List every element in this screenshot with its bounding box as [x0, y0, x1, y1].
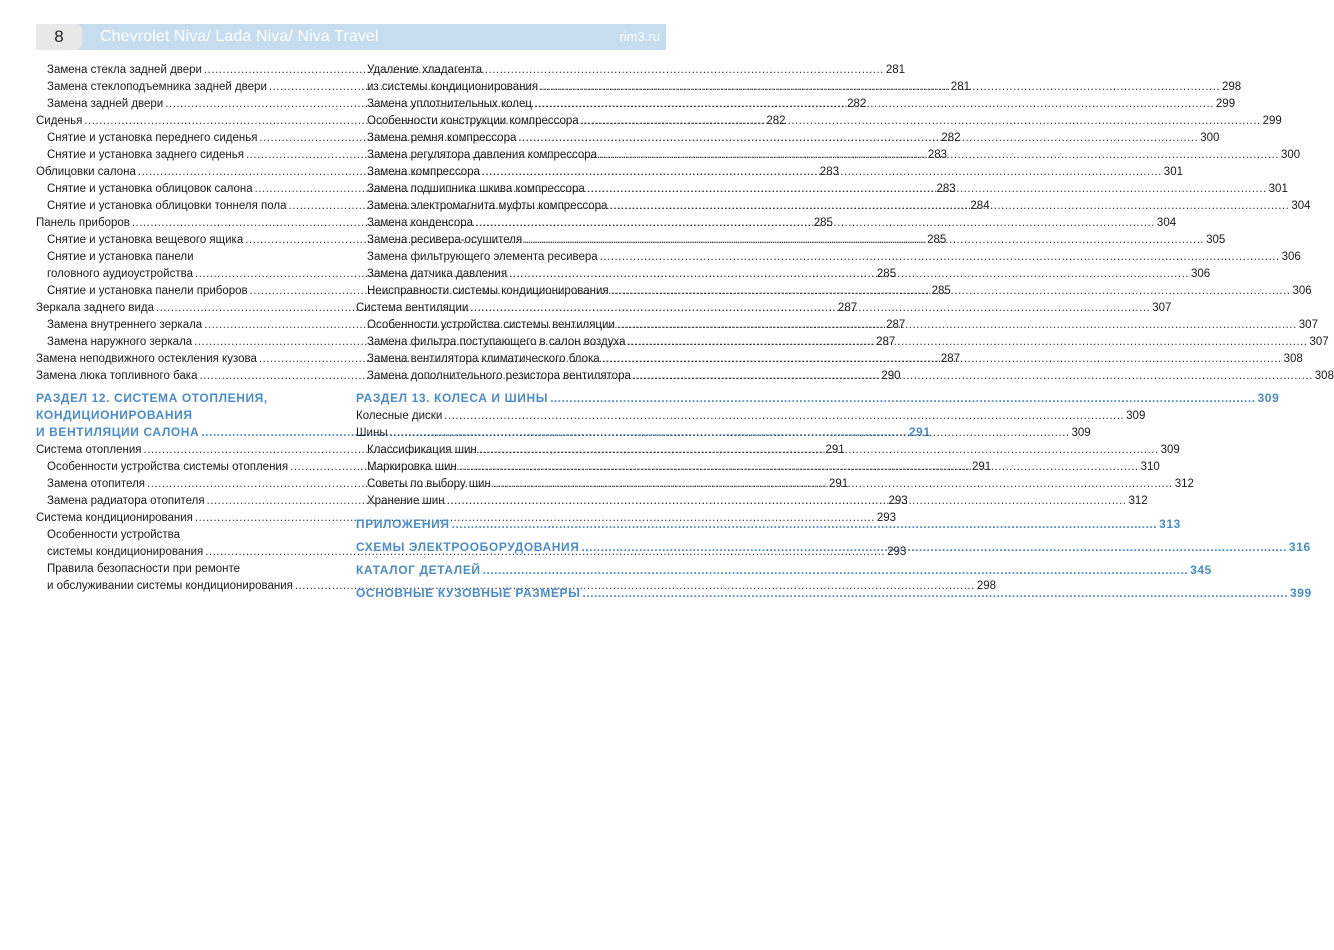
toc-entry: Хранение шин ..... 312	[356, 493, 663, 510]
toc-entry: Маркировка шин ..... 310	[356, 459, 663, 476]
section-heading-entry: РАЗДЕЛ 13. КОЛЕСА И ШИНЫ ..... 309	[356, 390, 663, 407]
toc-entry: Замена задней двери ..... 282	[36, 96, 343, 113]
toc-entry: Сиденья ..... 282	[36, 113, 343, 130]
toc-entry: Замена ремня компрессора ..... 300	[356, 130, 663, 147]
toc-entry: Особенности устройства системы отопления ..... 291	[36, 459, 343, 476]
toc-entry: системы кондиционирования ..... 293	[36, 544, 343, 561]
toc-entry: Замена регулятора давления компрессора ..... 300	[356, 147, 663, 164]
toc-entry: Облицовки салона ..... 283	[36, 164, 343, 181]
site-label: rim3.ru	[619, 29, 660, 44]
appendix-heading: КАТАЛОГ ДЕТАЛЕЙ ..... 345	[356, 562, 663, 579]
toc-entry: Снятие и установка панели приборов ..... 285	[36, 283, 343, 300]
page-header	[36, 24, 666, 50]
toc-entry: Замена вентилятора климатического блока ..... 308	[356, 351, 663, 368]
toc-entry: Замена дополнительного резистора вентилятора ..... 308	[356, 368, 663, 385]
appendix-heading: ПРИЛОЖЕНИЯ ..... 313	[356, 516, 663, 533]
toc-entry: Замена фильтрующего элемента ресивера ..... 306	[356, 249, 663, 266]
section-heading-line: РАЗДЕЛ 12. СИСТЕМА ОТОПЛЕНИЯ,	[36, 391, 268, 405]
toc-entry-line: Особенности устройства	[47, 529, 181, 541]
toc-entry: Колесные диски ..... 309	[356, 408, 663, 425]
toc-entry: Классификация шин ..... 309	[356, 442, 663, 459]
toc-entry: Замена радиатора отопителя ..... 293	[36, 493, 343, 510]
appendix-heading: СХЕМЫ ЭЛЕКТРООБОРУДОВАНИЯ ..... 316	[356, 539, 663, 556]
section-13-heading	[356, 390, 1280, 407]
toc-entry: Замена конденсора ..... 304	[356, 215, 663, 232]
toc-entry: Замена уплотнительных колец ..... 299	[356, 96, 663, 113]
page-number: 8	[36, 24, 82, 50]
toc-entry: Снятие и установка вещевого ящика ..... 285	[36, 232, 343, 249]
toc-entry: головного аудиоустройства ..... 285	[36, 266, 343, 283]
toc-entry: Особенности устройства системы вентиляции ..... 307	[356, 317, 663, 334]
toc-entry: Замена люка топливного бака ..... 290	[36, 368, 343, 385]
toc-entry: Замена стекла задней двери ..... 281	[36, 62, 343, 79]
toc-entry: Замена компрессора ..... 301	[356, 164, 663, 181]
toc-entry: Замена электромагнита муфты компрессора ..... 304	[356, 198, 663, 215]
toc-entry: Замена подшипника шкива компрессора ..... 301	[356, 181, 663, 198]
toc-entry: Замена ресивера-осушителя ..... 305	[356, 232, 663, 249]
toc-entry: Система вентиляции ..... 307	[356, 300, 663, 317]
toc-entry: Замена датчика давления ..... 306	[356, 266, 663, 283]
running-title: Chevrolet Niva/ Lada Niva/ Niva Travel	[100, 28, 379, 45]
toc-entry: Советы по выбору шин ..... 312	[356, 476, 663, 493]
toc-entry: Шины ..... 309	[356, 425, 663, 442]
toc-entry: Снятие и установка облицовки тоннеля пола ..... 284	[36, 198, 343, 215]
section-heading-entry: И ВЕНТИЛЯЦИИ САЛОНА ..... 291	[36, 424, 343, 441]
toc-entry: Замена фильтра поступающего в салон воздуха ..... 307	[356, 334, 663, 351]
toc-entry: Снятие и установка облицовок салона ..... 283	[36, 181, 343, 198]
toc-entry: из системы кондиционирования ..... 298	[356, 79, 663, 96]
toc-entry-line: Правила безопасности при ремонте	[47, 563, 241, 575]
toc-entry: Замена наружного зеркала ..... 287	[36, 334, 343, 351]
toc-entry: Особенности конструкции компрессора ..... 299	[356, 113, 663, 130]
section-heading-line: КОНДИЦИОНИРОВАНИЯ	[36, 408, 193, 422]
toc-entry: Система кондиционирования ..... 293	[36, 510, 343, 527]
toc-entry: Замена отопителя ..... 291	[36, 476, 343, 493]
toc-entry: Зеркала заднего вида ..... 287	[36, 300, 343, 317]
toc-entry: Снятие и установка переднего сиденья ..... 282	[36, 130, 343, 147]
toc-entry: Замена неподвижного остекления кузова ..... 287	[36, 351, 343, 368]
toc-entry: Замена стеклоподъемника задней двери ..... 281	[36, 79, 343, 96]
toc-entry: Панель приборов ..... 285	[36, 215, 343, 232]
toc-entry-line: Удаление хладагента	[367, 64, 483, 76]
toc-entry: Система отопления ..... 291	[36, 442, 343, 459]
toc-entry: Снятие и установка заднего сиденья ..... 283	[36, 147, 343, 164]
toc-entry: Неисправности системы кондиционирования ..... 306	[356, 283, 663, 300]
toc-entry: и обслуживании системы кондиционирования ..... 298	[36, 578, 343, 595]
appendix-heading: ОСНОВНЫЕ КУЗОВНЫЕ РАЗМЕРЫ ..... 399	[356, 585, 663, 602]
toc-entry: Замена внутреннего зеркала ..... 287	[36, 317, 343, 334]
toc-entry-line: Снятие и установка панели	[47, 251, 194, 263]
